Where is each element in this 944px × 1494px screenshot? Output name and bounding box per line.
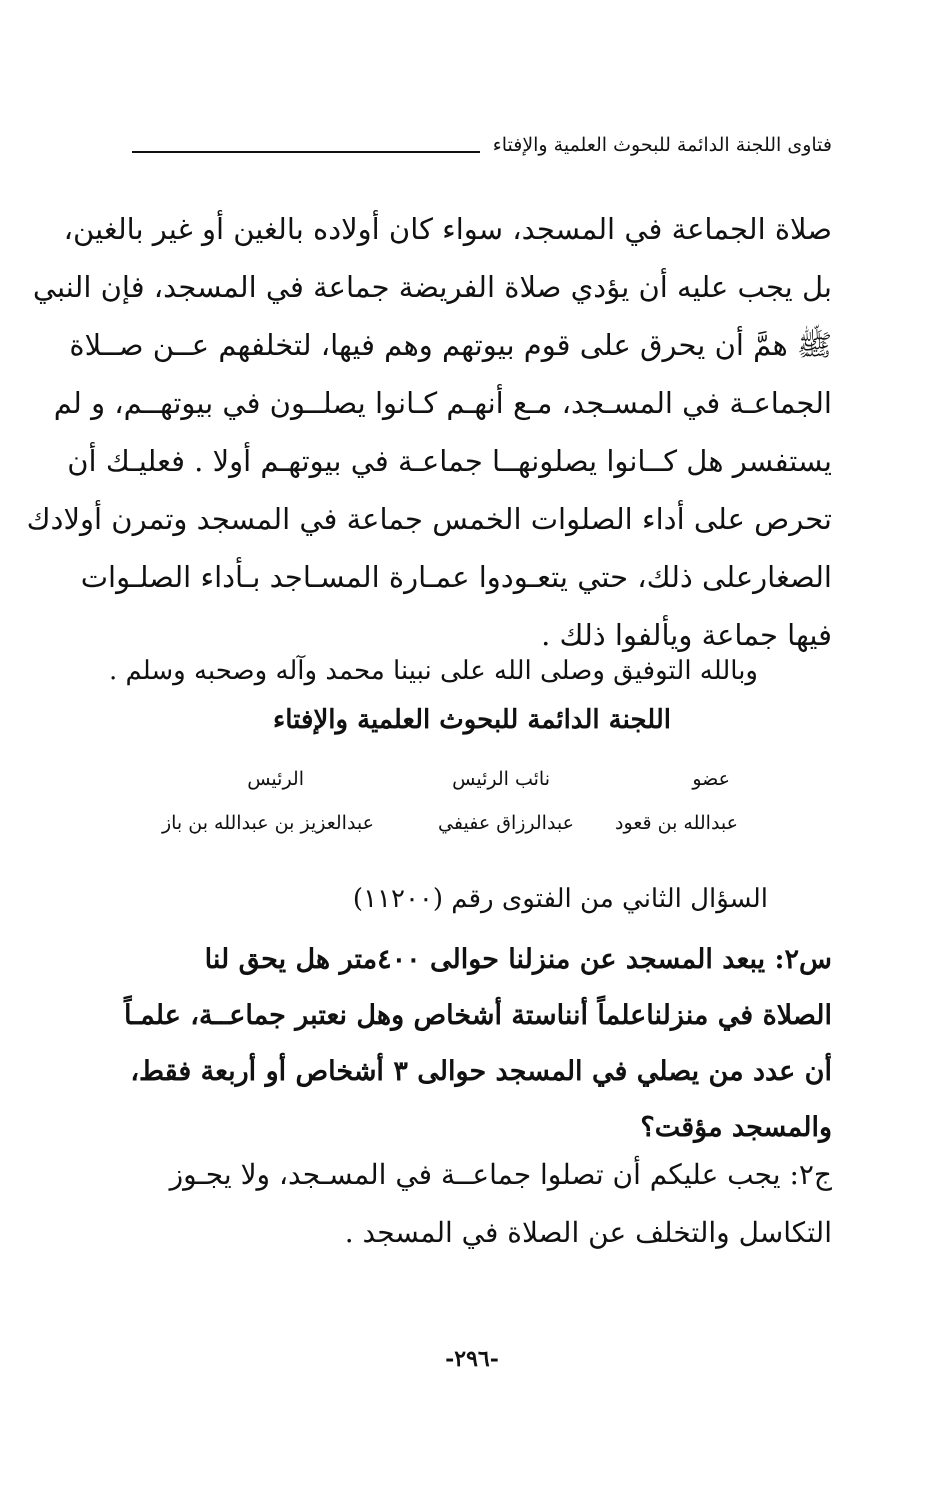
committee-title: اللجنة الدائمة للبحوث العلمية والإفتاء xyxy=(273,705,671,735)
body-line: يستفسر هل كــانوا يصلونهــا جماعـة في بيوتهـم أولا . فعليـك أن xyxy=(67,444,832,478)
body-line: صلاة الجماعة في المسجد، سواء كان أولاده بالغين أو غير بالغين، xyxy=(63,212,832,246)
closing-blessing: وبالله التوفيق وصلى الله على نبينا محمد وآله وصحبه وسلم . xyxy=(108,656,758,686)
answer-line: ج٢: يجب عليكم أن تصلوا جماعــة في المسـجد، ولا يجـوز xyxy=(169,1158,832,1191)
body-line: فيها جماعة ويألفوا ذلك . xyxy=(541,618,832,652)
body-line: ﷺ همَّ أن يحرق على قوم بيوتهم وهم فيها، لتخلفهم عــن صــلاة xyxy=(69,328,832,362)
page-number: -٢٩٦- xyxy=(445,1346,499,1372)
signatory-role-vice-president: نائب الرئيس xyxy=(452,768,550,790)
signatory-name-president: عبدالعزيز بن عبدالله بن باز xyxy=(161,812,374,834)
running-header-title: فتاوى اللجنة الدائمة للبحوث العلمية والإفتاء xyxy=(492,134,832,156)
question-line: أن عدد من يصلي في المسجد حوالى ٣ أشخاص أو أربعة فقط، xyxy=(130,1056,832,1087)
body-line: تحرص على أداء الصلوات الخمس جماعة في المسجد وتمرن أولادك xyxy=(26,502,832,536)
header-rule xyxy=(132,151,480,153)
signatory-role-president: الرئيس xyxy=(247,768,304,790)
question-line: والمسجد مؤقت؟ xyxy=(640,1112,832,1143)
question-line: س٢: يبعد المسجد عن منزلنا حوالى ٤٠٠متر هل يحق لنا xyxy=(204,944,832,975)
answer-line: التكاسل والتخلف عن الصلاة في المسجد . xyxy=(344,1216,832,1249)
fatwa-number: السؤال الثاني من الفتوى رقم (١١٢٠٠) xyxy=(352,884,768,914)
body-line: بل يجب عليه أن يؤدي صلاة الفريضة جماعة في المسجد، فإن النبي xyxy=(32,270,832,304)
body-line: الجماعـة في المسـجد، مـع أنهـم كـانوا يصلــون في بيوتهــم، و لم xyxy=(53,386,832,420)
question-line: الصلاة في منزلناعلماً أنناستة أشخاص وهل نعتبر جماعــة، علمـاً xyxy=(124,1000,832,1031)
question-text xyxy=(124,932,832,1156)
signatory-name-member: عبدالله بن قعود xyxy=(615,812,738,834)
fatwa-body-paragraph xyxy=(26,200,832,664)
signatory-role-member: عضو xyxy=(692,768,730,790)
signatory-name-vice-president: عبدالرزاق عفيفي xyxy=(438,812,574,834)
answer-text xyxy=(120,1146,832,1262)
body-line: الصغارعلى ذلك، حتي يتعـودوا عمـارة المسـاجد بـأداء الصلـوات xyxy=(80,560,832,594)
